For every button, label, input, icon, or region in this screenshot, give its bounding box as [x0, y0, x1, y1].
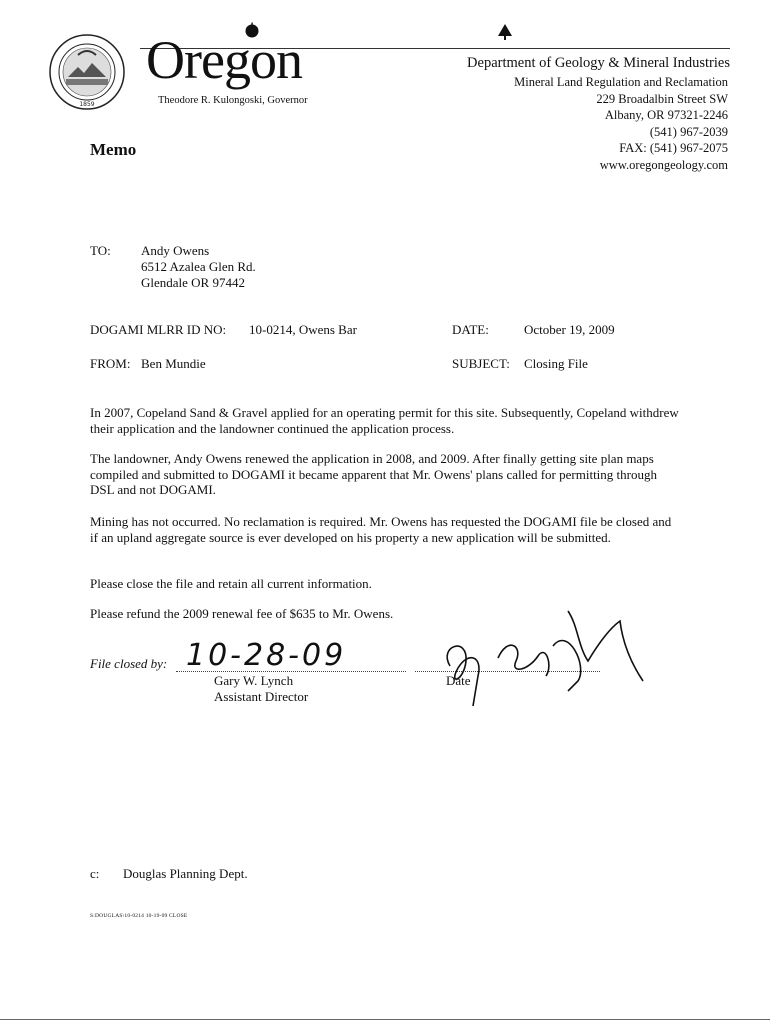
memo-title: Memo: [90, 140, 137, 159]
subject-label: SUBJECT:: [452, 356, 510, 371]
state-name: Oregon: [146, 30, 302, 90]
bottom-rule: [0, 1019, 770, 1020]
date-value: October 19, 2009: [524, 322, 615, 337]
cc-label: c:: [90, 866, 100, 881]
address-line: (541) 967-2039: [649, 124, 728, 139]
date-caption: Date: [446, 673, 471, 688]
mlrr-id-value: 10-0214, Owens Bar: [249, 322, 357, 337]
to-city: Glendale OR 97442: [141, 275, 245, 290]
body-paragraph: The landowner, Andy Owens renewed the application in 2008, and 2009. After finally getting site plan maps compiled and submitted to DOGAMI it became apparent that Mr. Owens' plans called for permitting through DSL and not DOGAMI.: [90, 451, 657, 497]
mlrr-id-label: DOGAMI MLRR ID NO:: [90, 322, 227, 337]
body-paragraph: Please close the file and retain all current information.: [90, 576, 372, 591]
department-name: Department of Geology & Mineral Industries: [467, 55, 730, 71]
cc-value: Douglas Planning Dept.: [123, 866, 248, 881]
svg-text:1859: 1859: [79, 101, 95, 108]
department-address: [360, 74, 728, 173]
governor-line: Theodore R. Kulongoski, Governor: [158, 95, 308, 106]
address-line: FAX: (541) 967-2075: [619, 141, 728, 155]
to-street: 6512 Azalea Glen Rd.: [141, 259, 256, 274]
file-path: S:DOUGLAS\10-0214 10-19-09 CLOSE: [90, 913, 188, 919]
pine-tree-icon: [496, 23, 514, 41]
from-label: FROM:: [90, 356, 131, 371]
signer-title: Assistant Director: [214, 689, 309, 704]
address-line: www.oregongeology.com: [599, 157, 728, 172]
address-line: Albany, OR 97321-2246: [604, 108, 728, 122]
body-paragraph: Mining has not occurred. No reclamation is required. Mr. Owens has requested the DOGAMI file be closed and if an upland aggregate source is ever developed on his property a new application will be submitted.: [90, 514, 672, 545]
handwritten-date: 10-28-09: [186, 638, 347, 673]
body-paragraph: In 2007, Copeland Sand & Gravel applied for an operating permit for this site. Subsequently, Copeland withdrew their application and the landowner continued the application process.: [90, 405, 679, 436]
date-label: DATE:: [452, 322, 489, 337]
to-name: Andy Owens: [141, 243, 210, 258]
address-line: Mineral Land Regulation and Reclamation: [514, 75, 728, 89]
signer-name: Gary W. Lynch: [214, 673, 294, 688]
subject-value: Closing File: [524, 356, 588, 371]
address-line: 229 Broadalbin Street SW: [596, 91, 728, 106]
from-value: Ben Mundie: [141, 356, 206, 371]
body-paragraph: Please refund the 2009 renewal fee of $635 to Mr. Owens.: [90, 606, 394, 621]
file-closed-label: File closed by:: [90, 656, 168, 671]
to-label: TO:: [90, 243, 111, 258]
signature-image: [428, 606, 648, 716]
state-seal: [48, 33, 126, 111]
